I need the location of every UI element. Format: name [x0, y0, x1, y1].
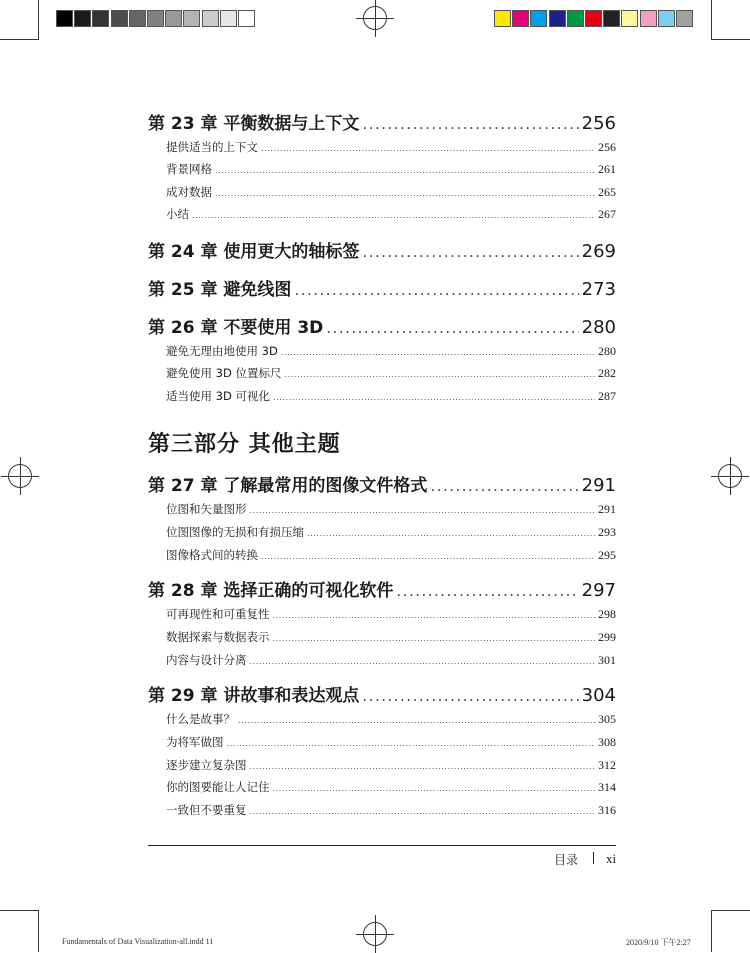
registration-mark-bottom: [363, 922, 387, 946]
section-entry-page: 316: [598, 803, 616, 818]
section-entry-page: 301: [598, 652, 616, 667]
section-entry-page: 295: [598, 547, 616, 562]
dot-leader: [362, 684, 578, 708]
dot-leader: [273, 630, 596, 648]
color-swatch: [74, 10, 91, 27]
section-entry-title: 图像格式间的转换: [166, 547, 258, 562]
section-entry-page: 267: [598, 206, 616, 221]
footer-rule: [148, 845, 616, 846]
dot-leader: [250, 502, 596, 520]
dot-leader: [281, 344, 595, 362]
section-entry-title: 为将军做图: [166, 734, 224, 749]
dot-leader: [261, 548, 595, 566]
section-entry: [166, 387, 616, 405]
dot-leader: [294, 278, 578, 302]
color-swatch: [56, 10, 73, 27]
section-entry: [166, 160, 616, 178]
section-entry-title: 成对数据: [166, 184, 212, 199]
chapter-entry-page: 280: [581, 317, 616, 338]
section-entry-page: 305: [598, 712, 616, 726]
color-swatch: [238, 10, 255, 27]
dot-leader: [250, 803, 596, 821]
section-entry-title: 避免无理由地使用 3D: [166, 344, 278, 358]
section-entry: [166, 364, 616, 382]
chapter-entry: [148, 240, 616, 264]
chapter-entry: [148, 684, 616, 708]
section-entry-title: 一致但不要重复: [166, 803, 247, 818]
section-entry-title: 提供适当的上下文: [166, 140, 258, 154]
section-entry-page: 293: [598, 524, 616, 539]
section-entry: [166, 651, 616, 669]
chapter-entry-page: 297: [581, 580, 616, 601]
chapter-entry-title: 第 23 章 平衡数据与上下文: [148, 114, 360, 134]
registration-mark-right: [718, 464, 742, 488]
section-entry-page: 308: [598, 734, 616, 749]
slug-file: Fundamentals of Data Visualization-all.indd 11: [62, 937, 214, 946]
chapter-entry-page: 256: [581, 113, 616, 134]
dot-leader: [273, 607, 596, 625]
section-entry: [166, 605, 616, 623]
dot-leader: [362, 240, 578, 264]
slug-date: 2020/9/10 下午2:27: [626, 938, 691, 947]
dot-leader: [396, 579, 578, 603]
chapter-entry: [148, 112, 616, 136]
section-entry-title: 小结: [166, 206, 189, 221]
registration-mark-left: [8, 464, 32, 488]
section-entry-page: 256: [598, 140, 616, 154]
chapter-entry-page: 273: [581, 279, 616, 300]
color-swatch: [147, 10, 164, 27]
dot-leader: [215, 162, 595, 180]
section-entry: [166, 628, 616, 646]
footer-divider: [593, 852, 594, 864]
color-swatch: [512, 10, 529, 27]
section-entry: [166, 733, 616, 751]
color-swatch: [202, 10, 219, 27]
section-entry-page: 291: [598, 502, 616, 516]
section-entry: [166, 710, 616, 728]
color-swatch: [549, 10, 566, 27]
chapter-entry-title: 第 26 章 不要使用 3D: [148, 318, 324, 338]
chapter-entry: [148, 316, 616, 340]
dot-leader: [273, 389, 595, 407]
dot-leader: [250, 653, 596, 671]
color-swatch: [567, 10, 584, 27]
color-swatch: [494, 10, 511, 27]
dot-leader: [250, 758, 596, 776]
section-entry: [166, 778, 616, 796]
section-entry: [166, 138, 616, 156]
color-swatch: [129, 10, 146, 27]
color-swatch: [183, 10, 200, 27]
chapter-entry-title: 第 25 章 避免线图: [148, 280, 292, 300]
section-entry-title: 逐步建立复杂图: [166, 757, 247, 772]
color-swatch: [111, 10, 128, 27]
section-entry-title: 背景网格: [166, 162, 212, 177]
section-entry-title: 适当使用 3D 可视化: [166, 388, 270, 403]
section-entry: [166, 205, 616, 223]
section-entry-title: 可再现性和可重复性: [166, 607, 270, 621]
color-swatch: [603, 10, 620, 27]
dot-leader: [284, 366, 595, 384]
color-swatch: [165, 10, 182, 27]
section-entry-page: 314: [598, 780, 616, 795]
section-entry-title: 数据探索与数据表示: [166, 629, 270, 644]
section-entry-title: 位图图像的无损和有损压缩: [166, 524, 304, 539]
section-entry-title: 内容与设计分离: [166, 652, 247, 667]
color-swatch: [621, 10, 638, 27]
dot-leader: [261, 140, 595, 158]
chapter-entry: [148, 474, 616, 498]
chapter-entry: [148, 278, 616, 302]
section-entry-page: 312: [598, 757, 616, 772]
color-swatch: [530, 10, 547, 27]
dot-leader: [192, 207, 595, 225]
section-entry-page: 261: [598, 162, 616, 177]
dot-leader: [273, 780, 596, 798]
dot-leader: [307, 525, 595, 543]
section-entry-page: 282: [598, 366, 616, 381]
color-swatch: [92, 10, 109, 27]
dot-leader: [430, 474, 578, 498]
section-entry-page: 280: [598, 344, 616, 358]
dot-leader: [227, 735, 596, 753]
color-swatch: [585, 10, 602, 27]
chapter-entry-title: 第 24 章 使用更大的轴标签: [148, 242, 360, 262]
section-entry: [166, 756, 616, 774]
registration-mark-top: [363, 6, 387, 30]
dot-leader: [326, 316, 578, 340]
dot-leader: [238, 712, 595, 730]
chapter-entry-title: 第 27 章 了解最常用的图像文件格式: [148, 476, 428, 496]
section-entry: [166, 523, 616, 541]
color-swatch: [676, 10, 693, 27]
part-title: 第三部分 其他主题: [148, 432, 341, 457]
footer-label: 目录: [554, 853, 579, 867]
section-entry-title: 位图和矢量图形: [166, 502, 247, 516]
page-number: xi: [606, 851, 617, 866]
dot-leader: [215, 185, 595, 203]
chapter-entry-page: 269: [581, 241, 616, 262]
section-entry-page: 287: [598, 388, 616, 403]
chapter-entry-title: 第 28 章 选择正确的可视化软件: [148, 581, 394, 601]
chapter-entry-page: 291: [581, 475, 616, 496]
section-entry-page: 298: [598, 607, 616, 621]
section-entry-page: 265: [598, 184, 616, 199]
chapter-entry: [148, 579, 616, 603]
color-swatch: [220, 10, 237, 27]
chapter-entry-page: 304: [581, 685, 616, 706]
section-entry-page: 299: [598, 629, 616, 644]
section-entry: [166, 183, 616, 201]
section-entry: [166, 500, 616, 518]
section-entry-title: 什么是故事？: [166, 712, 235, 726]
color-swatch: [640, 10, 657, 27]
section-entry-title: 避免使用 3D 位置标尺: [166, 366, 282, 381]
section-entry: [166, 546, 616, 564]
dot-leader: [362, 112, 578, 136]
section-entry-title: 你的图要能让人记住: [166, 780, 270, 795]
chapter-entry-title: 第 29 章 讲故事和表达观点: [148, 686, 360, 706]
section-entry: [166, 801, 616, 819]
color-swatch: [658, 10, 675, 27]
section-entry: [166, 342, 616, 360]
